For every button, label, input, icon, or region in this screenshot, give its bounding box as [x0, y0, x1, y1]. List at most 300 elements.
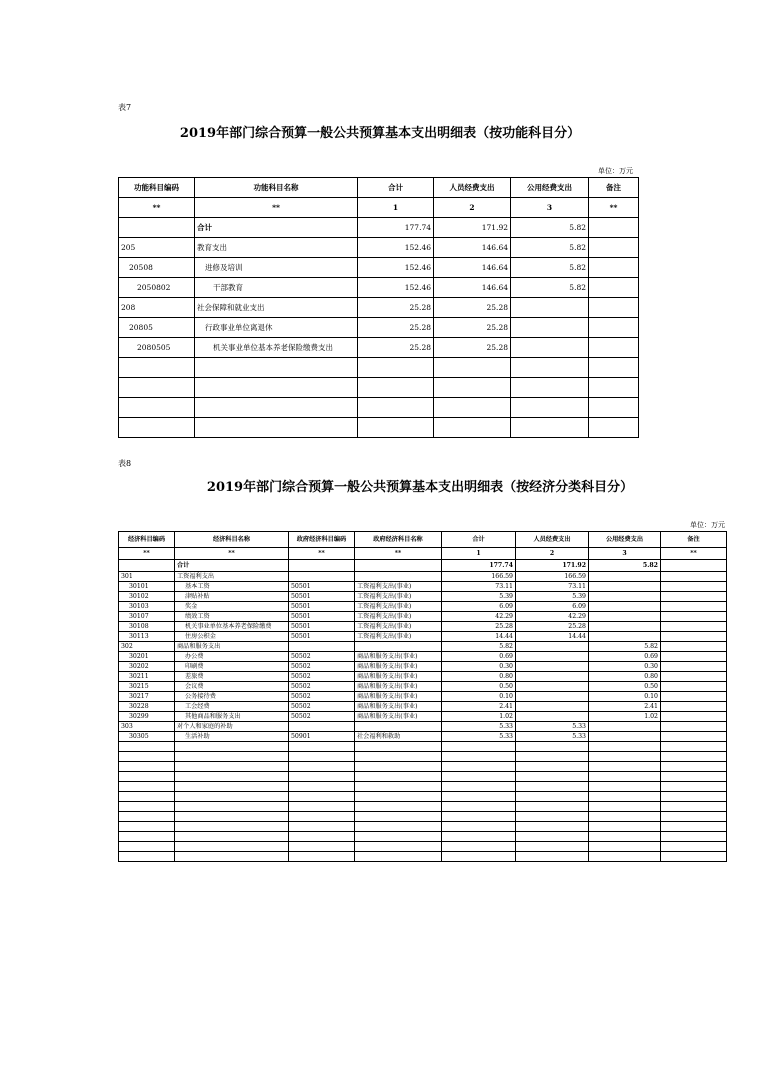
name-cell: 社会保障和就业支出 — [195, 298, 358, 318]
name-cell: 行政事业单位离退休 — [195, 318, 358, 338]
empty-cell — [355, 762, 442, 772]
remark-cell — [661, 712, 727, 722]
gname-cell: 工资福利支出(事业) — [355, 632, 442, 642]
name-cell: 进修及培训 — [195, 258, 358, 278]
column-header: 功能科目名称 — [195, 178, 358, 198]
total-cell: 152.46 — [358, 278, 434, 298]
column-header: 备注 — [589, 178, 639, 198]
empty-cell — [516, 802, 589, 812]
name-cell: 印刷费 — [175, 662, 289, 672]
name-cell: 商品和服务支出 — [175, 642, 289, 652]
subheader-row — [119, 198, 639, 218]
gcode-cell: 50501 — [289, 592, 355, 602]
total-cell: 25.28 — [442, 622, 516, 632]
empty-cell — [195, 398, 358, 418]
total-cell: 2.41 — [442, 702, 516, 712]
empty-cell — [589, 358, 639, 378]
name-cell: 工资福利支出 — [175, 572, 289, 582]
empty-row — [119, 782, 727, 792]
code-cell: 30107 — [119, 612, 175, 622]
empty-cell — [289, 742, 355, 752]
total-cell: 1.02 — [442, 712, 516, 722]
empty-cell — [516, 832, 589, 842]
name-cell: 住房公积金 — [175, 632, 289, 642]
gcode-cell — [289, 722, 355, 732]
table-row — [119, 592, 727, 602]
table-row — [119, 712, 727, 722]
empty-cell — [355, 802, 442, 812]
empty-cell — [661, 802, 727, 812]
empty-cell — [442, 842, 516, 852]
empty-cell — [511, 378, 589, 398]
empty-cell — [289, 762, 355, 772]
empty-cell — [355, 782, 442, 792]
empty-cell — [661, 852, 727, 862]
empty-cell — [434, 398, 511, 418]
empty-cell — [119, 742, 175, 752]
empty-cell — [289, 792, 355, 802]
empty-row — [119, 742, 727, 752]
empty-cell — [119, 752, 175, 762]
column-index: ** — [661, 548, 727, 560]
total-label: 合计 — [175, 560, 289, 572]
remark-cell — [661, 722, 727, 732]
page-title: 2019年部门综合预算一般公共预算基本支出明细表（按经济分类科目分） — [206, 480, 634, 495]
remark-cell — [589, 338, 639, 358]
remark-cell — [589, 278, 639, 298]
remark-cell — [661, 662, 727, 672]
personnel-cell — [516, 702, 589, 712]
remark-cell — [589, 258, 639, 278]
gname-cell: 工资福利支出(事业) — [355, 582, 442, 592]
name-cell: 办公费 — [175, 652, 289, 662]
empty-cell — [119, 812, 175, 822]
table-row — [119, 258, 639, 278]
code-cell: 20508 — [119, 258, 195, 278]
empty-cell — [289, 812, 355, 822]
empty-cell — [516, 782, 589, 792]
column-index: ** — [119, 198, 195, 218]
code-cell: 30202 — [119, 662, 175, 672]
empty-cell — [589, 812, 661, 822]
empty-cell — [289, 782, 355, 792]
table-row — [119, 278, 639, 298]
code-cell: 30108 — [119, 622, 175, 632]
gname-cell: 商品和服务支出(事业) — [355, 662, 442, 672]
remark-cell — [661, 632, 727, 642]
name-cell: 机关事业单位基本养老保险缴费支出 — [195, 338, 358, 358]
empty-cell — [661, 792, 727, 802]
table-row — [119, 652, 727, 662]
public-cell — [589, 722, 661, 732]
table-row — [119, 662, 727, 672]
column-header: 人员经费支出 — [434, 178, 511, 198]
total-cell: 6.09 — [442, 602, 516, 612]
empty-cell — [589, 742, 661, 752]
name-cell: 工会经费 — [175, 702, 289, 712]
empty-cell — [119, 842, 175, 852]
remark-cell — [661, 702, 727, 712]
name-cell: 津贴补贴 — [175, 592, 289, 602]
empty-cell — [175, 782, 289, 792]
column-header: 公用经费支出 — [511, 178, 589, 198]
personnel-cell: 6.09 — [516, 602, 589, 612]
total-cell: 177.74 — [358, 218, 434, 238]
public-cell — [589, 572, 661, 582]
table-row — [119, 338, 639, 358]
personnel-cell — [516, 712, 589, 722]
empty-cell — [195, 418, 358, 438]
empty-cell — [355, 792, 442, 802]
name-cell: 教育支出 — [195, 238, 358, 258]
total-cell: 5.33 — [442, 722, 516, 732]
gname-cell: 工资福利支出(事业) — [355, 602, 442, 612]
empty-cell — [119, 762, 175, 772]
gcode-cell: 50901 — [289, 732, 355, 742]
public-cell: 5.82 — [511, 218, 589, 238]
empty-cell — [516, 852, 589, 862]
empty-cell — [119, 832, 175, 842]
name-cell: 机关事业单位基本养老保险缴费 — [175, 622, 289, 632]
personnel-cell: 146.64 — [434, 258, 511, 278]
empty-cell — [661, 842, 727, 852]
code-cell: 30201 — [119, 652, 175, 662]
table-row — [119, 582, 727, 592]
gname-cell: 商品和服务支出(事业) — [355, 652, 442, 662]
remark-cell — [661, 572, 727, 582]
empty-cell — [661, 772, 727, 782]
code-cell: 205 — [119, 238, 195, 258]
empty-cell — [442, 772, 516, 782]
empty-cell — [355, 772, 442, 782]
total-cell: 166.59 — [442, 572, 516, 582]
total-label: 合计 — [195, 218, 358, 238]
empty-cell — [589, 772, 661, 782]
empty-cell — [175, 762, 289, 772]
total-cell: 0.69 — [442, 652, 516, 662]
empty-row — [119, 418, 639, 438]
gname-cell — [355, 722, 442, 732]
gcode-cell — [289, 642, 355, 652]
code-cell: 208 — [119, 298, 195, 318]
personnel-cell: 5.39 — [516, 592, 589, 602]
code-cell: 301 — [119, 572, 175, 582]
public-cell: 5.82 — [511, 258, 589, 278]
total-cell: 25.28 — [358, 298, 434, 318]
remark-cell — [661, 622, 727, 632]
empty-cell — [355, 752, 442, 762]
personnel-cell — [516, 682, 589, 692]
empty-cell — [661, 812, 727, 822]
gcode-cell: 50501 — [289, 612, 355, 622]
gcode-cell: 50501 — [289, 602, 355, 612]
empty-row — [119, 802, 727, 812]
empty-cell — [511, 398, 589, 418]
column-header: 经济科目名称 — [175, 532, 289, 548]
empty-cell — [516, 742, 589, 752]
empty-cell — [516, 752, 589, 762]
table-tag: 表7 — [118, 103, 132, 112]
empty-cell — [442, 792, 516, 802]
gname-cell — [355, 642, 442, 652]
empty-cell — [516, 762, 589, 772]
column-header: 政府经济科目名称 — [355, 532, 442, 548]
remark-cell — [661, 582, 727, 592]
name-cell: 其他商品和服务支出 — [175, 712, 289, 722]
personnel-cell — [516, 642, 589, 652]
remark-cell — [589, 298, 639, 318]
total-cell: 0.30 — [442, 662, 516, 672]
gcode-cell: 50502 — [289, 652, 355, 662]
empty-cell — [442, 832, 516, 842]
empty-row — [119, 792, 727, 802]
table-row — [119, 632, 727, 642]
empty-row — [119, 842, 727, 852]
gname-cell: 社会福利和救助 — [355, 732, 442, 742]
remark-cell — [661, 652, 727, 662]
public-cell: 0.80 — [589, 672, 661, 682]
empty-cell — [175, 772, 289, 782]
personnel-cell: 25.28 — [434, 338, 511, 358]
public-cell — [589, 732, 661, 742]
remark-cell — [661, 692, 727, 702]
personnel-cell — [516, 662, 589, 672]
name-cell: 公务接待费 — [175, 692, 289, 702]
column-header: 合计 — [442, 532, 516, 548]
empty-cell — [119, 418, 195, 438]
empty-cell — [442, 752, 516, 762]
total-cell: 5.33 — [442, 732, 516, 742]
total-cell: 152.46 — [358, 258, 434, 278]
remark-cell — [661, 592, 727, 602]
empty-cell — [119, 802, 175, 812]
empty-cell — [434, 418, 511, 438]
gname-cell: 商品和服务支出(事业) — [355, 712, 442, 722]
gname-cell: 工资福利支出(事业) — [355, 612, 442, 622]
total-cell: 5.82 — [442, 642, 516, 652]
empty-cell — [358, 418, 434, 438]
empty-cell — [175, 822, 289, 832]
total-cell: 0.10 — [442, 692, 516, 702]
code-cell: 30113 — [119, 632, 175, 642]
empty-cell — [358, 358, 434, 378]
page-title: 2019年部门综合预算一般公共预算基本支出明细表（按功能科目分） — [179, 126, 581, 141]
gname-cell: 商品和服务支出(事业) — [355, 702, 442, 712]
empty-cell — [511, 358, 589, 378]
name-cell: 会议费 — [175, 682, 289, 692]
empty-cell — [119, 782, 175, 792]
empty-cell — [442, 762, 516, 772]
personnel-cell: 25.28 — [434, 298, 511, 318]
empty-cell — [442, 802, 516, 812]
gname-cell: 商品和服务支出(事业) — [355, 682, 442, 692]
total-row — [119, 218, 639, 238]
empty-cell — [589, 852, 661, 862]
empty-row — [119, 832, 727, 842]
empty-cell — [661, 782, 727, 792]
gcode-cell: 50502 — [289, 712, 355, 722]
empty-cell — [442, 742, 516, 752]
gcode-cell: 50502 — [289, 702, 355, 712]
personnel-cell: 171.92 — [434, 218, 511, 238]
empty-cell — [195, 378, 358, 398]
gname-cell: 商品和服务支出(事业) — [355, 692, 442, 702]
personnel-cell — [516, 652, 589, 662]
total-cell: 25.28 — [358, 318, 434, 338]
empty-cell — [589, 842, 661, 852]
empty-cell — [589, 378, 639, 398]
public-cell: 0.30 — [589, 662, 661, 672]
table-row — [119, 612, 727, 622]
public-cell: 0.50 — [589, 682, 661, 692]
gname-cell: 工资福利支出(事业) — [355, 622, 442, 632]
empty-cell — [355, 812, 442, 822]
public-cell — [589, 612, 661, 622]
table-row — [119, 732, 727, 742]
empty-cell — [442, 812, 516, 822]
table-row — [119, 642, 727, 652]
table-row — [119, 298, 639, 318]
empty-cell — [289, 852, 355, 862]
table-row — [119, 622, 727, 632]
empty-row — [119, 398, 639, 418]
empty-cell — [119, 358, 195, 378]
empty-row — [119, 852, 727, 862]
public-cell — [589, 632, 661, 642]
empty-cell — [434, 378, 511, 398]
column-index: ** — [119, 548, 175, 560]
empty-cell — [661, 752, 727, 762]
empty-cell — [516, 772, 589, 782]
personnel-cell: 25.28 — [434, 318, 511, 338]
column-header: 政府经济科目编码 — [289, 532, 355, 548]
remark-cell — [661, 612, 727, 622]
column-index: ** — [289, 548, 355, 560]
empty-cell — [661, 742, 727, 752]
column-index: 3 — [589, 548, 661, 560]
code-cell: 30102 — [119, 592, 175, 602]
name-cell: 干部教育 — [195, 278, 358, 298]
code-cell: 30217 — [119, 692, 175, 702]
subheader-row — [119, 548, 727, 560]
empty-cell — [442, 822, 516, 832]
empty-cell — [289, 752, 355, 762]
public-cell: 1.02 — [589, 712, 661, 722]
gcode-cell: 50502 — [289, 682, 355, 692]
code-cell: 20805 — [119, 318, 195, 338]
personnel-cell: 25.28 — [516, 622, 589, 632]
code-cell: 2080505 — [119, 338, 195, 358]
remark-cell — [589, 238, 639, 258]
remark-cell — [661, 602, 727, 612]
code-cell: 30211 — [119, 672, 175, 682]
personnel-cell: 73.11 — [516, 582, 589, 592]
remark-cell — [661, 560, 727, 572]
empty-cell — [355, 852, 442, 862]
economic-table — [118, 531, 727, 862]
public-cell: 5.82 — [511, 278, 589, 298]
code-cell: 30103 — [119, 602, 175, 612]
name-cell: 差旅费 — [175, 672, 289, 682]
column-index: 1 — [358, 198, 434, 218]
empty-cell — [358, 398, 434, 418]
personnel-cell: 14.44 — [516, 632, 589, 642]
table-row — [119, 238, 639, 258]
name-cell: 生活补助 — [175, 732, 289, 742]
gcode-cell: 50501 — [289, 622, 355, 632]
empty-cell — [589, 752, 661, 762]
public-cell: 5.82 — [511, 238, 589, 258]
total-cell: 0.50 — [442, 682, 516, 692]
column-header: 备注 — [661, 532, 727, 548]
empty-cell — [589, 782, 661, 792]
empty-cell — [289, 802, 355, 812]
empty-cell — [589, 832, 661, 842]
empty-row — [119, 358, 639, 378]
personnel-cell: 166.59 — [516, 572, 589, 582]
empty-cell — [355, 822, 442, 832]
empty-row — [119, 378, 639, 398]
column-header: 功能科目编码 — [119, 178, 195, 198]
empty-row — [119, 772, 727, 782]
gcode-cell: 50501 — [289, 582, 355, 592]
column-index: ** — [195, 198, 358, 218]
code-cell: 30215 — [119, 682, 175, 692]
empty-cell — [516, 792, 589, 802]
remark-cell — [589, 318, 639, 338]
column-index: ** — [589, 198, 639, 218]
empty-cell — [289, 842, 355, 852]
empty-cell — [589, 792, 661, 802]
code-cell: 303 — [119, 722, 175, 732]
total-cell: 0.80 — [442, 672, 516, 682]
remark-cell — [661, 642, 727, 652]
column-index: ** — [355, 548, 442, 560]
empty-cell — [289, 772, 355, 782]
table-row — [119, 672, 727, 682]
gcode-cell: 50502 — [289, 692, 355, 702]
name-cell: 对个人和家庭的补助 — [175, 722, 289, 732]
empty-cell — [175, 752, 289, 762]
gname-cell — [355, 572, 442, 582]
code-cell — [119, 218, 195, 238]
personnel-cell: 5.33 — [516, 722, 589, 732]
empty-cell — [195, 358, 358, 378]
column-header: 合计 — [358, 178, 434, 198]
code-cell: 30299 — [119, 712, 175, 722]
empty-cell — [119, 398, 195, 418]
empty-cell — [589, 802, 661, 812]
remark-cell — [589, 218, 639, 238]
empty-cell — [119, 772, 175, 782]
empty-cell — [175, 812, 289, 822]
table-row — [119, 702, 727, 712]
name-cell: 绩效工资 — [175, 612, 289, 622]
empty-cell — [358, 378, 434, 398]
public-cell — [511, 318, 589, 338]
public-cell: 2.41 — [589, 702, 661, 712]
table-row — [119, 318, 639, 338]
empty-cell — [589, 418, 639, 438]
table-row — [119, 602, 727, 612]
gname-cell: 商品和服务支出(事业) — [355, 672, 442, 682]
column-index: ** — [175, 548, 289, 560]
table-row — [119, 722, 727, 732]
empty-cell — [589, 822, 661, 832]
public-cell — [511, 298, 589, 318]
remark-cell — [661, 682, 727, 692]
header-row — [119, 532, 727, 548]
